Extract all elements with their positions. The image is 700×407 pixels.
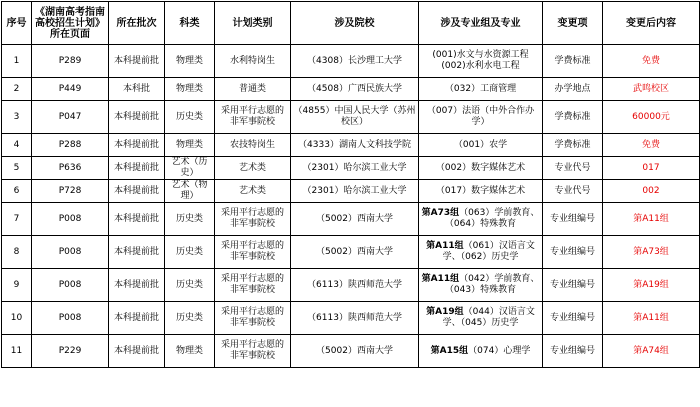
cell-subject: 艺术（历史） bbox=[165, 157, 215, 180]
cell-major-text: （063）学前教育、（064）特殊教育 bbox=[444, 208, 540, 229]
cell-major bbox=[419, 302, 543, 335]
cell-seq: 3 bbox=[2, 101, 32, 134]
cell-page: P289 bbox=[32, 45, 109, 78]
cell-major bbox=[419, 101, 543, 134]
cell-major bbox=[419, 180, 543, 203]
cell-item: 专业组编号 bbox=[543, 236, 603, 269]
cell-school: （6113）陕西师范大学 bbox=[291, 269, 419, 302]
cell-item: 专业组编号 bbox=[543, 335, 603, 368]
cell-batch: 本科提前批 bbox=[109, 335, 165, 368]
cell-subject: 历史类 bbox=[165, 269, 215, 302]
cell-after: 第A74组 bbox=[603, 335, 700, 368]
cell-seq: 8 bbox=[2, 236, 32, 269]
header-school: 涉及院校 bbox=[291, 2, 419, 45]
cell-batch: 本科提前批 bbox=[109, 134, 165, 157]
cell-batch: 本科提前批 bbox=[109, 45, 165, 78]
cell-page: P008 bbox=[32, 269, 109, 302]
cell-item: 学费标准 bbox=[543, 45, 603, 78]
cell-subject: 艺术（物理） bbox=[165, 180, 215, 203]
cell-batch: 本科批 bbox=[109, 78, 165, 101]
header-seq: 序号 bbox=[2, 2, 32, 45]
cell-after: 第A11组 bbox=[603, 302, 700, 335]
cell-major bbox=[419, 157, 543, 180]
cell-item: 学费标准 bbox=[543, 101, 603, 134]
cell-school: （5002）西南大学 bbox=[291, 236, 419, 269]
cell-page: P229 bbox=[32, 335, 109, 368]
cell-seq: 2 bbox=[2, 78, 32, 101]
table-row bbox=[2, 157, 700, 180]
cell-after: 第A19组 bbox=[603, 269, 700, 302]
table-row bbox=[2, 134, 700, 157]
cell-school: （2301）哈尔滨工业大学 bbox=[291, 157, 419, 180]
cell-batch: 本科提前批 bbox=[109, 180, 165, 203]
cell-plan: 采用平行志愿的非军事院校 bbox=[215, 101, 291, 134]
cell-after: 002 bbox=[603, 180, 700, 203]
cell-major bbox=[419, 78, 543, 101]
cell-seq: 11 bbox=[2, 335, 32, 368]
table-row bbox=[2, 335, 700, 368]
cell-batch: 本科提前批 bbox=[109, 269, 165, 302]
cell-school: （4333）湖南人文科技学院 bbox=[291, 134, 419, 157]
cell-item: 专业组编号 bbox=[543, 269, 603, 302]
table-row bbox=[2, 302, 700, 335]
cell-school: （4855）中国人民大学（苏州校区） bbox=[291, 101, 419, 134]
cell-subject: 物理类 bbox=[165, 134, 215, 157]
cell-batch: 本科提前批 bbox=[109, 236, 165, 269]
table-row bbox=[2, 269, 700, 302]
cell-batch: 本科提前批 bbox=[109, 203, 165, 236]
cell-plan: 艺术类 bbox=[215, 180, 291, 203]
cell-plan: 水利特岗生 bbox=[215, 45, 291, 78]
cell-major bbox=[419, 269, 543, 302]
cell-school: （6113）陕西师范大学 bbox=[291, 302, 419, 335]
cell-seq: 4 bbox=[2, 134, 32, 157]
header-subject: 科类 bbox=[165, 2, 215, 45]
cell-major-text: （044）汉语言文学、（045）历史学 bbox=[442, 307, 535, 328]
cell-school: （4308）长沙理工大学 bbox=[291, 45, 419, 78]
cell-major-text: （042）学前教育、（043）特殊教育 bbox=[444, 274, 540, 295]
cell-after: 017 bbox=[603, 157, 700, 180]
cell-seq: 6 bbox=[2, 180, 32, 203]
cell-subject: 历史类 bbox=[165, 101, 215, 134]
cell-plan: 采用平行志愿的非军事院校 bbox=[215, 203, 291, 236]
cell-major-text: （017）数字媒体艺术 bbox=[435, 185, 526, 196]
cell-major-text: (001)水文与水资源工程 (002)水利水电工程 bbox=[432, 50, 529, 71]
cell-item: 学费标准 bbox=[543, 134, 603, 157]
cell-group: 第A15组 bbox=[430, 345, 469, 356]
table-row bbox=[2, 78, 700, 101]
cell-item: 专业代号 bbox=[543, 157, 603, 180]
cell-school: （5002）西南大学 bbox=[291, 203, 419, 236]
cell-page: P449 bbox=[32, 78, 109, 101]
header-page: 《湖南高考指南 高校招生计划》所在页面 bbox=[32, 2, 109, 45]
cell-subject: 历史类 bbox=[165, 302, 215, 335]
table-row bbox=[2, 236, 700, 269]
cell-major-text: （074）心理学 bbox=[468, 345, 531, 356]
cell-plan: 艺术类 bbox=[215, 157, 291, 180]
cell-plan: 普通类 bbox=[215, 78, 291, 101]
cell-group: 第A73组 bbox=[421, 208, 460, 218]
cell-after: 第A11组 bbox=[603, 203, 700, 236]
cell-batch: 本科提前批 bbox=[109, 101, 165, 134]
cell-page: P008 bbox=[32, 203, 109, 236]
table-body bbox=[2, 45, 700, 368]
cell-group: 第A19组 bbox=[426, 307, 464, 317]
cell-item: 专业组编号 bbox=[543, 302, 603, 335]
cell-major-text: （061）汉语言文学、（062）历史学 bbox=[442, 241, 535, 262]
cell-batch: 本科提前批 bbox=[109, 302, 165, 335]
table-row bbox=[2, 203, 700, 236]
table-row bbox=[2, 101, 700, 134]
cell-plan: 农技特岗生 bbox=[215, 134, 291, 157]
cell-subject: 历史类 bbox=[165, 236, 215, 269]
cell-major bbox=[419, 134, 543, 157]
cell-item: 办学地点 bbox=[543, 78, 603, 101]
cell-plan: 采用平行志愿的非军事院校 bbox=[215, 236, 291, 269]
cell-major bbox=[419, 236, 543, 269]
cell-school: （5002）西南大学 bbox=[291, 335, 419, 368]
cell-seq: 5 bbox=[2, 157, 32, 180]
cell-plan: 采用平行志愿的非军事院校 bbox=[215, 302, 291, 335]
cell-batch: 本科提前批 bbox=[109, 157, 165, 180]
cell-subject: 物理类 bbox=[165, 45, 215, 78]
cell-school: （4508）广西民族大学 bbox=[291, 78, 419, 101]
cell-major-text: （032）工商管理 bbox=[444, 83, 517, 94]
cell-plan: 采用平行志愿的非军事院校 bbox=[215, 335, 291, 368]
cell-page: P008 bbox=[32, 236, 109, 269]
change-table bbox=[1, 1, 700, 368]
cell-major-text: （007）法语（中外合作办学） bbox=[426, 106, 535, 127]
cell-seq: 7 bbox=[2, 203, 32, 236]
cell-page: P047 bbox=[32, 101, 109, 134]
cell-subject: 物理类 bbox=[165, 78, 215, 101]
cell-page: P636 bbox=[32, 157, 109, 180]
cell-major bbox=[419, 335, 543, 368]
cell-seq: 9 bbox=[2, 269, 32, 302]
cell-after: 60000元 bbox=[603, 101, 700, 134]
cell-major-text: （001）农学 bbox=[453, 139, 508, 150]
header-batch: 所在批次 bbox=[109, 2, 165, 45]
cell-after: 免费 bbox=[603, 134, 700, 157]
header-row bbox=[2, 2, 700, 45]
cell-school: （2301）哈尔滨工业大学 bbox=[291, 180, 419, 203]
cell-after: 武鸣校区 bbox=[603, 78, 700, 101]
cell-after: 第A73组 bbox=[603, 236, 700, 269]
header-after: 变更后内容 bbox=[603, 2, 700, 45]
cell-major-text: （002）数字媒体艺术 bbox=[435, 162, 526, 173]
cell-item: 专业代号 bbox=[543, 180, 603, 203]
header-plan: 计划类别 bbox=[215, 2, 291, 45]
cell-page: P728 bbox=[32, 180, 109, 203]
cell-item: 专业组编号 bbox=[543, 203, 603, 236]
header-major: 涉及专业组及专业 bbox=[419, 2, 543, 45]
cell-group: 第A11组 bbox=[426, 241, 464, 251]
cell-plan: 采用平行志愿的非军事院校 bbox=[215, 269, 291, 302]
cell-seq: 1 bbox=[2, 45, 32, 78]
cell-major bbox=[419, 203, 543, 236]
cell-page: P008 bbox=[32, 302, 109, 335]
cell-after: 免费 bbox=[603, 45, 700, 78]
cell-subject: 历史类 bbox=[165, 203, 215, 236]
header-item: 变更项 bbox=[543, 2, 603, 45]
table-row bbox=[2, 180, 700, 203]
cell-subject: 物理类 bbox=[165, 335, 215, 368]
cell-major bbox=[419, 45, 543, 78]
cell-page: P288 bbox=[32, 134, 109, 157]
cell-seq: 10 bbox=[2, 302, 32, 335]
table-row bbox=[2, 45, 700, 78]
cell-group: 第A11组 bbox=[421, 274, 460, 284]
